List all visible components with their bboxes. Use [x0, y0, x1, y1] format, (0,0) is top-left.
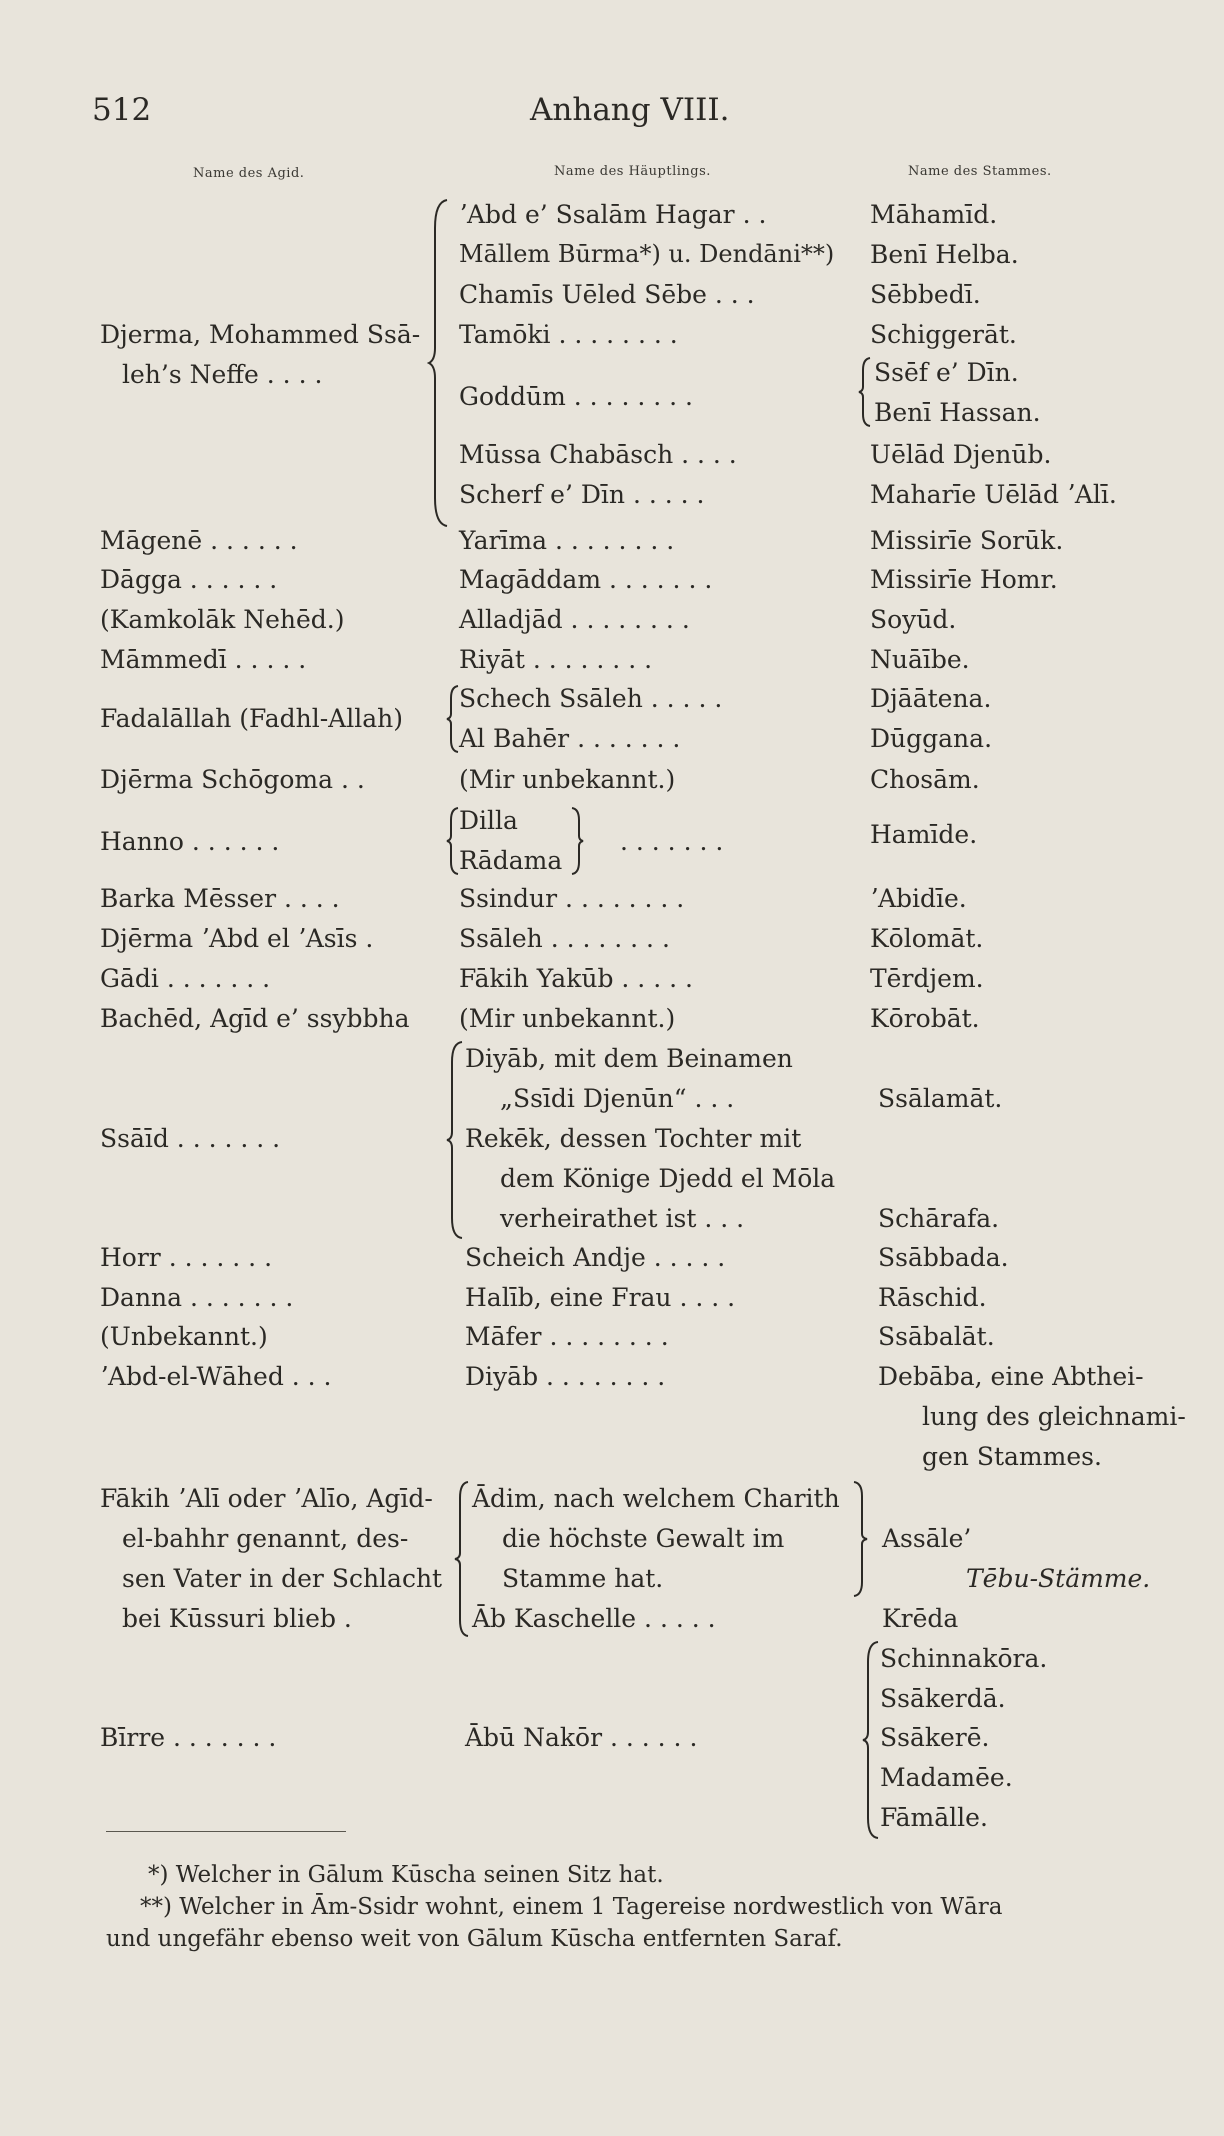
chief-entry: Schech Ssāleh . . . . .	[459, 684, 723, 713]
chief-entry: Goddūm . . . . . . . .	[459, 382, 693, 411]
chief-entry: Tamōki . . . . . . . .	[459, 320, 678, 349]
chief-dots: . . . . . . .	[620, 827, 724, 856]
brace	[446, 684, 460, 754]
chief-entry: Riyāt . . . . . . . .	[459, 645, 653, 674]
chief-entry: Ssindur . . . . . . . .	[459, 884, 685, 913]
chief-entry: Yarīma . . . . . . . .	[459, 526, 675, 555]
chief-entry: Ābū Nakōr . . . . . .	[465, 1723, 698, 1752]
tribe-entry: Kōlomāt.	[870, 924, 984, 953]
chief-entry: Scherf e’ Dīn . . . . .	[459, 480, 705, 509]
chief-entry: Halīb, eine Frau . . . .	[465, 1283, 736, 1312]
chief-entry: Al Bahēr . . . . . . .	[459, 724, 681, 753]
agid-entry: Hanno . . . . . .	[100, 827, 280, 856]
footnote: *) Welcher in Gālum Kūscha seinen Sitz hat.	[148, 1862, 664, 1888]
brace	[858, 356, 872, 428]
brace	[454, 1480, 470, 1638]
chief-entry: Alladjād . . . . . . . .	[459, 605, 690, 634]
tribe-entry: Nuāībe.	[870, 645, 970, 674]
agid-entry: bei Kūssuri blieb .	[122, 1604, 352, 1633]
brace	[446, 806, 460, 876]
tribe-entry: Ssākerē.	[880, 1723, 990, 1752]
tribe-entry: Missirīe Sorūk.	[870, 526, 1064, 555]
tribe-entry: Assāle’	[882, 1524, 972, 1553]
tribe-entry: Soyūd.	[870, 605, 957, 634]
agid-entry: (Unbekannt.)	[100, 1322, 268, 1351]
page-number: 512	[92, 92, 152, 128]
tribe-entry: gen Stammes.	[922, 1442, 1102, 1471]
tribe-entry: lung des gleichnami-	[922, 1402, 1186, 1431]
brace	[446, 1040, 464, 1240]
tribe-entry: Djāātena.	[870, 684, 992, 713]
chief-entry: Āb Kaschelle . . . . .	[472, 1604, 716, 1633]
tribe-entry: Ssābalāt.	[878, 1322, 995, 1351]
agid-entry: Djērma Schōgoma . .	[100, 765, 365, 794]
tribe-entry: Dūggana.	[870, 724, 993, 753]
agid-entry: Barka Mēsser . . . .	[100, 884, 340, 913]
agid-entry: Fadalāllah (Fadhl-Allah)	[100, 704, 403, 733]
chief-entry: Magāddam . . . . . . .	[459, 565, 713, 594]
tribe-entry: Māhamīd.	[870, 200, 998, 229]
tribe-entry: Ssālamāt.	[878, 1084, 1003, 1113]
tribe-entry: Benī Helba.	[870, 240, 1019, 269]
running-title: Anhang VIII.	[530, 92, 730, 128]
agid-entry: leh’s Neffe . . . .	[122, 360, 323, 389]
chief-entry: Māllem Būrma*) u. Dendāni**)	[459, 240, 835, 268]
chief-entry: Stamme hat.	[502, 1564, 664, 1593]
chief-entry: Chamīs Uēled Sēbe . . .	[459, 280, 755, 309]
chief-entry: Dilla	[459, 806, 518, 835]
brace	[862, 1640, 880, 1840]
brace	[427, 198, 451, 528]
tribe-entry: Uēlād Djenūb.	[870, 440, 1052, 469]
tribe-entry: Hamīde.	[870, 820, 978, 849]
chief-entry: dem Könige Djedd el Mōla	[500, 1164, 836, 1193]
tribe-entry: Krēda	[882, 1604, 959, 1633]
agid-entry: Dāgga . . . . . .	[100, 565, 278, 594]
tribe-entry: Kōrobāt.	[870, 1004, 980, 1033]
header-tribe: Name des Stammes.	[908, 164, 1052, 179]
chief-entry: verheirathet ist . . .	[500, 1204, 745, 1233]
tribe-entry: Schiggerāt.	[870, 320, 1017, 349]
tribe-entry: Rāschid.	[878, 1283, 987, 1312]
agid-entry: ʼAbd-el-Wāhed . . .	[100, 1362, 332, 1391]
brace	[570, 806, 584, 876]
chief-entry: Fākih Yakūb . . . . .	[459, 964, 693, 993]
agid-entry: Bachēd, Agīd e’ ssybbha	[100, 1004, 410, 1033]
chief-entry: Ssāleh . . . . . . . .	[459, 924, 670, 953]
agid-entry: Bīrre . . . . . . .	[100, 1723, 277, 1752]
tribe-entry: Chosām.	[870, 765, 980, 794]
tribe-entry: Sēbbedī.	[870, 280, 981, 309]
tribe-entry: Debāba, eine Abthei-	[878, 1362, 1144, 1391]
agid-entry: (Kamkolāk Nehēd.)	[100, 605, 345, 634]
tribe-entry: Tēbu-Stämme.	[966, 1564, 1151, 1593]
chief-entry: Ādim, nach welchem Charith	[472, 1484, 840, 1513]
chief-entry: Māfer . . . . . . . .	[465, 1322, 669, 1351]
agid-entry: Gādi . . . . . . .	[100, 964, 271, 993]
tribe-entry: Benī Hassan.	[874, 398, 1041, 427]
chief-entry: (Mir unbekannt.)	[459, 765, 676, 794]
chief-entry: Rekēk, dessen Tochter mit	[465, 1124, 802, 1153]
agid-entry: Djerma, Mohammed Ssā-	[100, 320, 421, 349]
tribe-entry: Schinnakōra.	[880, 1644, 1048, 1673]
chief-entry: Mūssa Chabāsch . . . .	[459, 440, 737, 469]
agid-entry: Danna . . . . . . .	[100, 1283, 294, 1312]
tribe-entry: Tērdjem.	[870, 964, 984, 993]
agid-entry: Ssāīd . . . . . . .	[100, 1124, 281, 1153]
chief-entry: (Mir unbekannt.)	[459, 1004, 676, 1033]
tribe-entry: Missirīe Homr.	[870, 565, 1058, 594]
agid-entry: Djērma ʼAbd el ʼAsīs .	[100, 924, 374, 953]
agid-entry: Māgenē . . . . . .	[100, 526, 298, 555]
agid-entry: el-bahhr genannt, des-	[122, 1524, 409, 1553]
footnote: und ungefähr ebenso weit von Gālum Kūscha entfernten Saraf.	[106, 1926, 843, 1952]
tribe-entry: Ssākerdā.	[880, 1684, 1006, 1713]
tribe-entry: Madamēe.	[880, 1763, 1013, 1792]
agid-entry: Fākih ʼAlī oder ʼAlīo, Agīd-	[100, 1484, 433, 1513]
chief-entry: die höchste Gewalt im	[502, 1524, 785, 1553]
chief-entry: ʼAbd e’ Ssalām Hagar . .	[459, 200, 767, 229]
tribe-entry: Schārafa.	[878, 1204, 1000, 1233]
chief-entry: „Ssīdi Djenūn“ . . .	[500, 1084, 735, 1113]
agid-entry: sen Vater in der Schlacht	[122, 1564, 443, 1593]
tribe-entry: Fāmālle.	[880, 1803, 988, 1832]
agid-entry: Māmmedī . . . . .	[100, 645, 307, 674]
chief-entry: Rādama	[459, 846, 563, 875]
tribe-entry: Ssēf e’ Dīn.	[874, 358, 1019, 387]
chief-entry: Diyāb, mit dem Beinamen	[465, 1044, 793, 1073]
chief-entry: Scheich Andje . . . . .	[465, 1243, 726, 1272]
header-chief: Name des Häuptlings.	[554, 164, 711, 179]
brace	[852, 1480, 868, 1598]
chief-entry: Diyāb . . . . . . . .	[465, 1362, 666, 1391]
footnote-rule	[106, 1831, 346, 1832]
tribe-entry: ʼAbidīe.	[870, 884, 967, 913]
agid-entry: Horr . . . . . . .	[100, 1243, 273, 1272]
footnote: **) Welcher in Ām-Ssidr wohnt, einem 1 Tagereise nordwestlich von Wāra	[140, 1894, 1003, 1920]
tribe-entry: Ssābbada.	[878, 1243, 1009, 1272]
header-agid: Name des Agid.	[193, 166, 305, 181]
tribe-entry: Maharīe Uēlād ʼAlī.	[870, 480, 1117, 509]
